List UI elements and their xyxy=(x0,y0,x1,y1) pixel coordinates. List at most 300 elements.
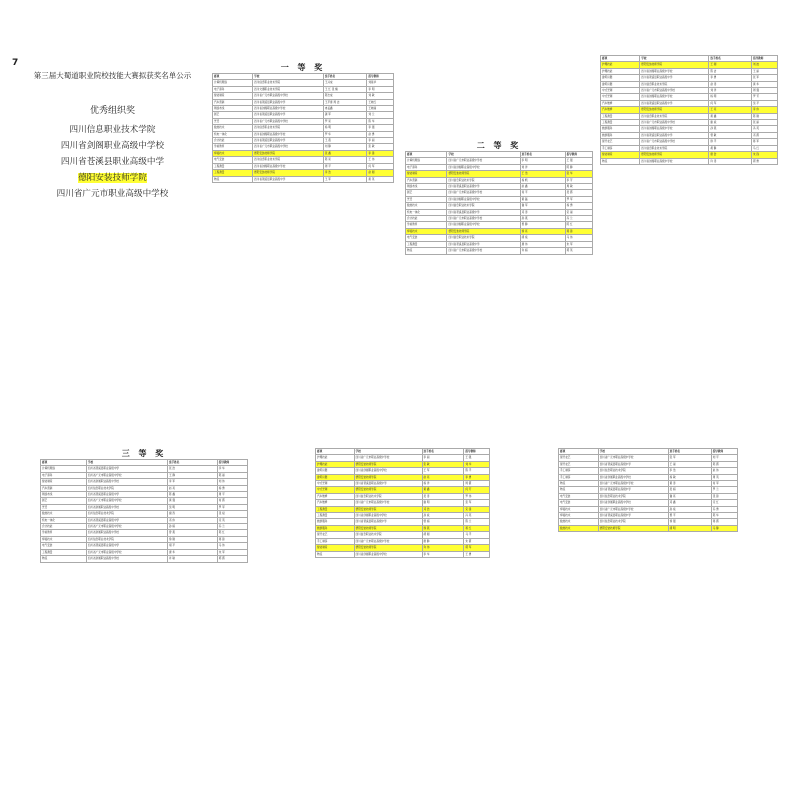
teacher-cell: 郭 英 xyxy=(565,248,592,254)
category-cell: 电子商务 xyxy=(41,472,87,478)
organization-item xyxy=(20,154,205,170)
category-cell: 学前教育 xyxy=(213,144,253,150)
category-cell: 现代农艺 xyxy=(316,532,355,538)
school-cell: 四川省剑阁职业高级中学校 xyxy=(86,556,167,562)
category-cell: 汽车营销 xyxy=(41,485,87,491)
category-cell: 网络布线 xyxy=(41,492,87,498)
organization-name: 四川省广元市职业高级中学校 xyxy=(56,189,169,199)
category-cell: 现代农艺 xyxy=(559,461,599,467)
school-cell: 四川省苍溪县职业高级中学 xyxy=(447,241,520,247)
table-row xyxy=(559,525,738,531)
school-cell: 四川省苍溪县职业高级中学 xyxy=(598,487,668,493)
first-prize-sheet xyxy=(212,62,394,183)
student-cell: 李 明 xyxy=(520,158,565,164)
teacher-cell: 王 勇 xyxy=(464,551,490,557)
school-cell: 四川省广元市职业高级中学校 xyxy=(640,139,709,145)
category-cell: 智能制造 xyxy=(406,171,447,177)
category-cell: 电气安装 xyxy=(406,235,447,241)
student-cell: 许 涛 xyxy=(709,158,752,164)
school-cell: 四川信息职业技术学院 xyxy=(598,493,668,499)
school-cell: 德阳安装技师学院 xyxy=(447,228,520,234)
column-header: 指导教师 xyxy=(565,152,592,158)
school-cell: 四川信息职业技术学院 xyxy=(253,80,324,86)
school-cell: 四川省剑阁职业高级中学校 xyxy=(253,131,324,137)
teacher-cell: 马 平 xyxy=(464,532,490,538)
student-cell: 孙 燕 xyxy=(520,216,565,222)
school-cell: 四川省剑阁职业高级中学校 xyxy=(447,222,520,228)
student-cell: 王 燕 xyxy=(323,138,367,144)
student-cell: 杨 明 xyxy=(323,125,367,131)
student-cell: 谢 亮 xyxy=(668,493,711,499)
category-cell: 护理技能 xyxy=(601,68,640,74)
school-cell: 四川省苍溪县职业高级中学 xyxy=(86,466,167,472)
school-cell: 四川省广元市职业高级中学校 xyxy=(640,120,709,126)
category-cell: 电气安装 xyxy=(213,157,253,163)
student-cell: 王 军 xyxy=(422,468,464,474)
category-cell: 中式烹调 xyxy=(316,487,355,493)
school-cell: 四川省苍溪县职业高级中学 xyxy=(86,543,167,549)
teacher-cell: 蒋 红 xyxy=(464,525,490,531)
student-cell: 何 军 xyxy=(709,100,752,106)
teacher-cell: 刘星华 xyxy=(367,80,394,86)
student-cell: 赵 涛 xyxy=(709,81,752,87)
column-header: 学校 xyxy=(354,449,422,455)
organization-item xyxy=(20,122,205,138)
teacher-cell: 刘 兰 xyxy=(367,112,394,118)
school-cell: 四川省剑阁职业高级中学校 xyxy=(598,500,668,506)
second-prize-sheet xyxy=(405,140,593,255)
column-header: 赛项 xyxy=(41,460,87,466)
category-cell: 会计技能 xyxy=(213,138,253,144)
category-cell: 汽车维修 xyxy=(316,500,355,506)
school-cell: 四川省剑阁职业高级中学校 xyxy=(86,504,167,510)
category-cell: 智能制造 xyxy=(316,545,355,551)
teacher-cell: 陈 丽 xyxy=(217,472,247,478)
school-cell: 四川信息职业技术学院 xyxy=(447,235,520,241)
column-header: 学校 xyxy=(640,56,709,62)
school-cell: 四川省剑阁职业高级中学校 xyxy=(640,94,709,100)
teacher-cell: 王 伟 xyxy=(367,157,394,163)
school-cell: 德阳安装技师学院 xyxy=(253,170,324,176)
teacher-cell: 周 强 xyxy=(751,88,777,94)
student-cell: 胡 明 xyxy=(668,525,711,531)
student-cell: 杨 明 xyxy=(709,94,752,100)
student-cell: 黄 鑫 xyxy=(422,487,464,493)
school-cell: 德阳安装技师学院 xyxy=(447,171,520,177)
student-cell: 李 华 xyxy=(422,551,464,557)
teacher-cell: 王 强 xyxy=(464,455,490,461)
school-cell: 四川省剑阁职业高级中学校 xyxy=(447,196,520,202)
school-cell: 四川省苍溪县职业高级中学 xyxy=(640,75,709,81)
school-cell: 四川省剑阁职业高级中学校 xyxy=(86,530,167,536)
teacher-cell: 罗 军 xyxy=(217,504,247,510)
student-cell: 孙 燕 xyxy=(709,126,752,132)
student-cell: 吴 娟 xyxy=(668,487,711,493)
student-cell: 曾 燕 xyxy=(167,530,217,536)
student-cell: 孙 娟 xyxy=(167,524,217,530)
student-cell: 张 浩 xyxy=(167,466,217,472)
column-header: 指导教师 xyxy=(217,460,247,466)
school-cell: 四川省苍溪县职业高级中学 xyxy=(447,184,520,190)
student-cell: 李 浩 xyxy=(668,468,711,474)
student-cell: 杨 洋 xyxy=(422,481,464,487)
teacher-cell: 冯 英 xyxy=(751,126,777,132)
category-cell: 现代农艺 xyxy=(559,455,599,461)
student-cell: 黄 涛 xyxy=(668,481,711,487)
student-cell: 黄 磊 xyxy=(520,196,565,202)
category-cell: 护理技能 xyxy=(316,455,355,461)
column-header: 赛项 xyxy=(213,74,253,80)
third-prize-continued-sheet xyxy=(315,448,490,558)
school-cell: 四川省剑阁职业高级中学校 xyxy=(640,126,709,132)
school-cell: 四川省广元市职业高级中学校 xyxy=(86,472,167,478)
school-cell: 四川信息职业技术学院 xyxy=(447,203,520,209)
teacher-cell: 陈 刚 xyxy=(751,113,777,119)
category-cell: 园艺 xyxy=(406,190,447,196)
category-cell: 物流 xyxy=(41,556,87,562)
award-table xyxy=(600,55,778,165)
teacher-cell: 刘 敏 xyxy=(367,93,394,99)
category-cell: 会计技能 xyxy=(406,216,447,222)
category-cell: 建筑识图 xyxy=(316,468,355,474)
student-cell: 邓 伟 xyxy=(167,517,217,523)
second-prize-continued-sheet xyxy=(600,55,778,165)
category-cell: 物流 xyxy=(601,158,640,164)
category-cell: 中式烹调 xyxy=(316,481,355,487)
school-cell: 四川省苍溪县职业高级中学 xyxy=(253,112,324,118)
student-cell: 何 平 xyxy=(520,190,565,196)
column-header: 学校 xyxy=(447,152,520,158)
organization-list xyxy=(20,122,205,202)
school-cell: 四川省广元市职业高级中学校 xyxy=(447,248,520,254)
teacher-cell: 王 丽 xyxy=(751,68,777,74)
school-cell: 德阳安装技师学院 xyxy=(354,525,422,531)
teacher-cell: 冯 英 xyxy=(464,513,490,519)
category-cell: 建筑识图 xyxy=(316,474,355,480)
school-cell: 德阳安装技师学院 xyxy=(354,461,422,467)
teacher-cell: 张 斌 xyxy=(217,511,247,517)
teacher-cell: 刘 伟 xyxy=(217,479,247,485)
teacher-cell: 刘 华 xyxy=(464,461,490,467)
school-cell: 四川信息职业技术学院 xyxy=(598,519,668,525)
school-cell: 德阳安装技师学院 xyxy=(640,107,709,113)
student-cell: 徐 燕 xyxy=(422,525,464,531)
student-cell: 罗 亮 xyxy=(323,118,367,124)
category-cell: 工程测量 xyxy=(213,163,253,169)
school-cell: 四川省广元市职业高级中学校 xyxy=(354,455,422,461)
student-cell: 陈 洁 xyxy=(709,68,752,74)
teacher-cell: 李 锋 xyxy=(367,150,394,156)
teacher-cell: 吴 平 xyxy=(751,100,777,106)
table-row xyxy=(213,176,394,182)
category-cell: 手工制茶 xyxy=(316,538,355,544)
teacher-cell: 陈 兰 xyxy=(464,519,490,525)
teacher-cell: 陈 华 xyxy=(367,118,394,124)
teacher-cell: 何 霞 xyxy=(217,498,247,504)
student-cell: 王平康 周 洁 xyxy=(323,99,367,105)
category-cell: 旅游服务 xyxy=(601,132,640,138)
teacher-cell: 张 敏 xyxy=(367,144,394,150)
teacher-cell: 何 军 xyxy=(367,163,394,169)
column-header: 指导教师 xyxy=(464,449,490,455)
student-cell: 吴 明 xyxy=(167,504,217,510)
column-header: 选手姓名 xyxy=(520,152,565,158)
category-cell: 会计技能 xyxy=(41,524,87,530)
student-cell: 李 浩 xyxy=(323,170,367,176)
category-cell: 园艺 xyxy=(213,112,253,118)
category-cell: 旅游服务 xyxy=(601,126,640,132)
school-cell: 四川省苍溪县职业高级中学 xyxy=(598,461,668,467)
table-row xyxy=(406,248,593,254)
school-cell: 四川省苍溪县职业高级中学 xyxy=(253,99,324,105)
school-cell: 四川省苍溪县职业高级中学 xyxy=(598,513,668,519)
school-cell: 德阳安装技师学院 xyxy=(354,474,422,480)
student-cell: 陈 鑫 xyxy=(167,492,217,498)
category-cell: 工程测量 xyxy=(316,506,355,512)
teacher-cell: 马 静 xyxy=(711,525,737,531)
school-cell: 四川省苍溪县职业高级中学 xyxy=(86,517,167,523)
category-cell: 中式烹调 xyxy=(601,88,640,94)
teacher-cell: 刘 平 xyxy=(711,455,737,461)
teacher-cell: 朱 霞 xyxy=(464,538,490,544)
organization-item xyxy=(20,170,205,186)
teacher-cell: 罗 伟 xyxy=(464,493,490,499)
school-cell: 四川省剑阁职业高级中学校 xyxy=(598,474,668,480)
category-cell: 数控技术 xyxy=(406,203,447,209)
category-cell: 物流 xyxy=(559,487,599,493)
student-cell: 唐 静 xyxy=(422,538,464,544)
school-cell: 四川交通职业技术学院 xyxy=(253,86,324,92)
teacher-cell: 陈 霞 xyxy=(711,461,737,467)
column-header: 学校 xyxy=(86,460,167,466)
school-cell: 四川省剑阁职业高级中学校 xyxy=(354,551,422,557)
student-cell: 王 丽 xyxy=(668,461,711,467)
school-cell: 四川省广元市职业高级中学校 xyxy=(253,144,324,150)
student-cell: 唐 浩 xyxy=(709,152,752,158)
student-cell: 谢 涛 xyxy=(167,511,217,517)
student-cell: 曾 敏 xyxy=(709,132,752,138)
teacher-cell: 蒋 霞 xyxy=(711,519,737,525)
student-cell: 徐 平 xyxy=(709,139,752,145)
school-cell: 四川省剑阁职业高级中学校 xyxy=(640,68,709,74)
school-cell: 四川信息职业技术学院 xyxy=(640,81,709,87)
teacher-cell: 郭 勇 xyxy=(751,158,777,164)
student-cell: 张 军 xyxy=(668,455,711,461)
school-cell: 四川省广元市职业高级中学校 xyxy=(447,216,520,222)
school-cell: 四川省广元市职业高级中学校 xyxy=(253,118,324,124)
school-cell: 四川信息职业技术学院 xyxy=(86,511,167,517)
teacher-cell: 刘 波 xyxy=(751,62,777,68)
student-cell: 赵 亮 xyxy=(422,474,464,480)
student-cell: 孙 斌 xyxy=(422,513,464,519)
school-cell: 德阳安装技师学院 xyxy=(598,525,668,531)
school-cell: 四川省广元市职业高级中学校 xyxy=(253,93,324,99)
column-header: 选手姓名 xyxy=(167,460,217,466)
category-cell: 工程测量 xyxy=(601,113,640,119)
category-cell: 焊接技术 xyxy=(406,228,447,234)
school-cell: 四川省剑阁职业高级中学校 xyxy=(253,106,324,112)
student-cell: 邓 鑫 xyxy=(668,500,711,506)
school-cell: 四川省苍溪县职业高级中学 xyxy=(640,132,709,138)
school-cell: 四川信息职业技术学院 xyxy=(86,485,167,491)
teacher-cell: 何 芳 xyxy=(464,487,490,493)
school-cell: 四川省广元市职业高级中学校 xyxy=(447,158,520,164)
teacher-cell: 郭 军 xyxy=(464,545,490,551)
school-cell: 四川信息职业技术学院 xyxy=(640,113,709,119)
category-cell: 物流 xyxy=(213,176,253,182)
student-cell: 王 刚 xyxy=(709,62,752,68)
teacher-cell: 宋 锋 xyxy=(464,506,490,512)
teacher-cell: 何 军 xyxy=(711,481,737,487)
category-cell: 数控技术 xyxy=(559,525,599,531)
column-header: 学校 xyxy=(598,449,668,455)
teacher-cell: 陈 平 xyxy=(464,468,490,474)
teacher-cell: 邓 霞 xyxy=(751,132,777,138)
category-cell: 护理技能 xyxy=(316,461,355,467)
category-cell: 汽车营销 xyxy=(406,177,447,183)
student-cell: 王 军 xyxy=(323,176,367,182)
student-cell: 陈 亮 xyxy=(323,157,367,163)
category-cell: 汽车营销 xyxy=(213,99,253,105)
teacher-cell: 马 伟 xyxy=(565,235,592,241)
student-cell: 谢 斌 xyxy=(709,120,752,126)
category-cell: 工程测量 xyxy=(601,120,640,126)
table-row xyxy=(41,556,248,562)
school-cell: 德阳安装技师学院 xyxy=(253,150,324,156)
category-cell: 烹饪 xyxy=(213,118,253,124)
column-header: 选手姓名 xyxy=(422,449,464,455)
column-header: 赛项 xyxy=(559,449,599,455)
student-cell: 许 伟 xyxy=(422,545,464,551)
school-cell: 四川信息职业技术学院 xyxy=(354,532,422,538)
category-cell: 护理技能 xyxy=(601,62,640,68)
award-table xyxy=(315,448,490,558)
student-cell: 曾 静 xyxy=(520,222,565,228)
teacher-cell: 陈 红 xyxy=(217,530,247,536)
prize-title: 三 等 奖 xyxy=(121,449,167,458)
student-cell: 王 亮 xyxy=(709,107,752,113)
category-cell: 电气安装 xyxy=(559,493,599,499)
category-cell: 汽车维修 xyxy=(601,100,640,106)
organization-item xyxy=(20,138,205,154)
student-cell: 杨 帆 xyxy=(520,177,565,183)
category-cell: 机电一体化 xyxy=(213,131,253,137)
column-header: 赛项 xyxy=(316,449,355,455)
student-cell: 刘 洋 xyxy=(520,164,565,170)
organization-name: 四川省剑阁职业高级中学校 xyxy=(60,141,165,151)
category-cell: 焊接技术 xyxy=(41,536,87,542)
school-cell: 四川信息职业技术学院 xyxy=(447,177,520,183)
category-cell: 工程测量 xyxy=(406,241,447,247)
category-cell: 建筑识图 xyxy=(601,75,640,81)
award-table xyxy=(212,73,394,183)
teacher-cell: 张 军 xyxy=(751,75,777,81)
school-cell: 四川信息职业技术学院 xyxy=(640,145,709,151)
teacher-cell: 蒋 军 xyxy=(751,139,777,145)
student-cell: 赵 亮 xyxy=(167,485,217,491)
school-cell: 四川信息职业技术学院 xyxy=(354,493,422,499)
column-header: 选手姓名 xyxy=(323,74,367,80)
category-cell: 物流 xyxy=(316,551,355,557)
student-cell: 刘 静 xyxy=(323,144,367,150)
category-cell: 数控技术 xyxy=(41,511,87,517)
column-header: 赛项 xyxy=(601,56,640,62)
student-cell: 徐 强 xyxy=(668,519,711,525)
teacher-cell: 张 丽 xyxy=(751,120,777,126)
category-cell: 焊接技术 xyxy=(559,513,599,519)
teacher-cell: 蒋 锋 xyxy=(217,536,247,542)
teacher-cell: 宋 丽 xyxy=(565,209,592,215)
student-cell: 吴 涛 xyxy=(422,493,464,499)
teacher-cell: 张 军 xyxy=(464,500,490,506)
category-cell: 电子商务 xyxy=(406,164,447,170)
category-cell: 智能制造 xyxy=(601,152,640,158)
column-header: 选手姓名 xyxy=(709,56,752,62)
school-cell: 四川省广元市职业高级中学校 xyxy=(354,538,422,544)
teacher-cell: 朱 锋 xyxy=(751,152,777,158)
school-cell: 四川信息职业技术学院 xyxy=(598,468,668,474)
school-cell: 四川省苍溪县职业高级中学 xyxy=(640,100,709,106)
student-cell: 徐 亮 xyxy=(520,228,565,234)
category-cell: 机电一体化 xyxy=(41,517,87,523)
school-cell: 四川省剑阁职业高级中学校 xyxy=(253,163,324,169)
category-cell: 数控技术 xyxy=(559,519,599,525)
category-cell: 烹饪 xyxy=(41,504,87,510)
student-cell: 张 敏 xyxy=(422,461,464,467)
category-cell: 电气安装 xyxy=(559,500,599,506)
school-cell: 四川省广元市职业高级中学校 xyxy=(86,549,167,555)
column-header: 指导教师 xyxy=(367,74,394,80)
teacher-cell: 赵 刚 xyxy=(367,170,394,176)
category-cell: 建筑识图 xyxy=(601,81,640,87)
teacher-cell: 周 霞 xyxy=(464,481,490,487)
cover-section xyxy=(20,70,205,202)
category-cell: 旅游服务 xyxy=(316,519,355,525)
category-cell: 手工制茶 xyxy=(559,468,599,474)
teacher-cell: 黄 英 xyxy=(367,176,394,182)
category-cell: 园艺 xyxy=(41,498,87,504)
school-cell: 四川省剑阁职业高级中学校 xyxy=(354,513,422,519)
award-table xyxy=(40,459,248,563)
student-cell: 张 鑫 xyxy=(323,150,367,156)
teacher-cell: 罗 兰 xyxy=(711,487,737,493)
school-cell: 四川省广元市职业高级中学校 xyxy=(86,498,167,504)
organization-name: 德阳安装技师学院 xyxy=(78,173,147,183)
school-cell: 德阳安装技师学院 xyxy=(640,152,709,158)
teacher-cell: 张 华 xyxy=(565,171,592,177)
column-header: 学校 xyxy=(253,74,324,80)
student-cell: 杨 敏 xyxy=(668,474,711,480)
category-cell: 焊接技术 xyxy=(213,150,253,156)
award-table xyxy=(558,448,738,532)
school-cell: 四川省剑阁职业高级中学校 xyxy=(354,468,422,474)
school-cell: 四川省广元市职业高级中学校 xyxy=(447,190,520,196)
third-prize-sheet xyxy=(40,448,248,563)
school-cell: 四川省苍溪县职业高级中学 xyxy=(86,492,167,498)
category-cell: 学前教育 xyxy=(406,222,447,228)
category-cell: 手工制茶 xyxy=(559,474,599,480)
teacher-cell: 宋 红 xyxy=(711,500,737,506)
student-cell: 唐 伟 xyxy=(520,241,565,247)
column-header: 指导教师 xyxy=(751,56,777,62)
student-cell: 王兴成 xyxy=(323,80,367,86)
student-cell: 许 敏 xyxy=(167,556,217,562)
teacher-cell: 陈 静 xyxy=(565,164,592,170)
school-cell: 德阳安装技师学院 xyxy=(640,62,709,68)
school-cell: 德阳安装技师学院 xyxy=(354,506,422,512)
category-cell: 物流 xyxy=(406,248,447,254)
column-header: 选手姓名 xyxy=(668,449,711,455)
